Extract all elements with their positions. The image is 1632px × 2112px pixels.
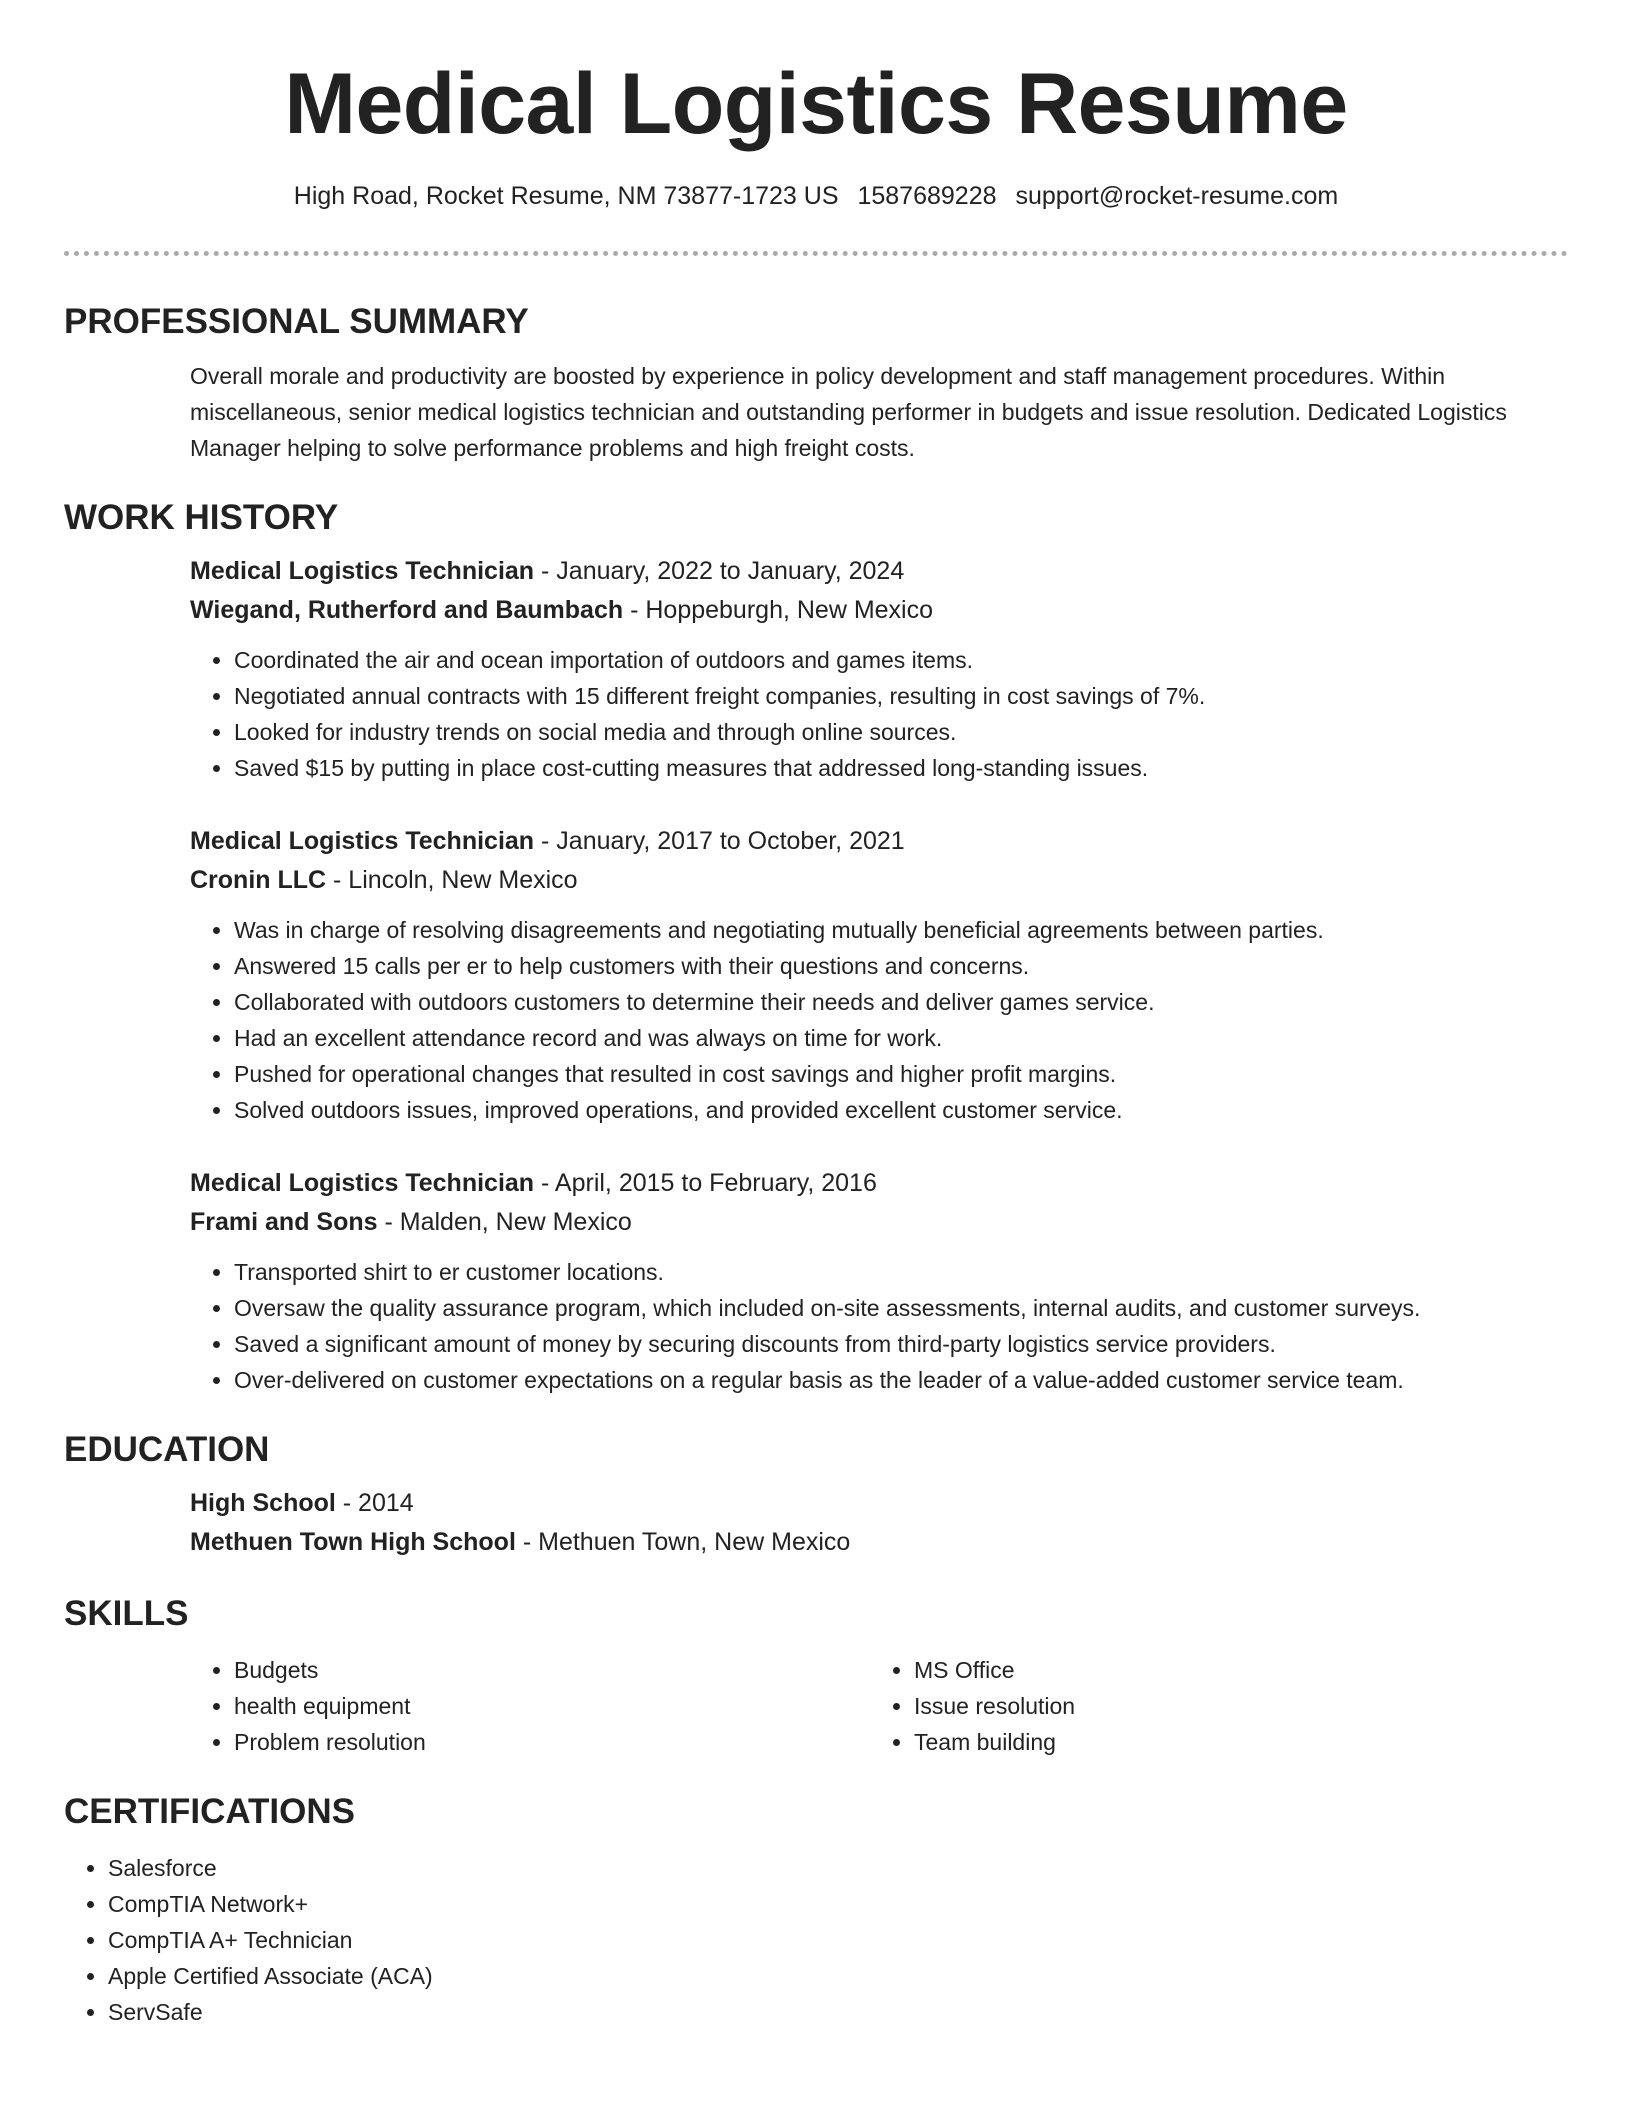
skill-item: • Budgets (234, 1652, 870, 1688)
certification-item: • Salesforce (108, 1850, 1568, 1886)
job-bullets (190, 1254, 1568, 1398)
summary-text: Overall morale and productivity are boosted by experience in policy development and staff management procedures. Within miscellaneous, senior medical logistics technician and outstanding performer in budgets and issue resolution. Dedicated Logistics Manager helping to solve performance problems and high freight costs. (190, 363, 1507, 461)
job-bullets (190, 912, 1568, 1128)
header-divider (64, 251, 1568, 256)
job-company-line (190, 1203, 1568, 1242)
contact-address: High Road, Rocket Resume, NM 73877-1723 US (293, 182, 839, 210)
education-degree: High School (190, 1489, 336, 1517)
certifications-heading: CERTIFICATIONS (64, 1792, 356, 1831)
work-history-heading: WORK HISTORY (64, 498, 339, 537)
job-entry (190, 822, 1568, 1128)
job-title: Medical Logistics Technician (190, 827, 535, 855)
education-entry (190, 1484, 1568, 1562)
job-title-line (190, 552, 1568, 591)
job-title: Medical Logistics Technician (190, 1169, 535, 1197)
skills-grid (190, 1640, 1568, 1760)
job-company-line (190, 591, 1568, 630)
skills-list-left (190, 1652, 870, 1760)
job-bullet: • Was in charge of resolving disagreements and negotiating mutually beneficial agreements between parties. (234, 912, 1568, 948)
skill-item: • health equipment (234, 1688, 870, 1724)
job-company: Frami and Sons (190, 1208, 378, 1236)
contact-phone: 1587689228 (857, 182, 997, 210)
certification-item: • Apple Certified Associate (ACA) (108, 1958, 1568, 1994)
skill-item: • Team building (914, 1724, 1550, 1760)
summary-section (64, 296, 1568, 466)
job-dates: - January, 2022 to January, 2024 (534, 557, 905, 585)
summary-heading: PROFESSIONAL SUMMARY (64, 302, 529, 341)
job-entry (190, 552, 1568, 786)
job-company: Cronin LLC (190, 866, 327, 894)
skill-item: • MS Office (914, 1652, 1550, 1688)
job-entry (190, 1164, 1568, 1398)
job-bullet: • Saved a significant amount of money by securing discounts from third-party logistics service providers. (234, 1326, 1568, 1362)
skills-list-right (870, 1652, 1550, 1760)
education-heading: EDUCATION (64, 1430, 270, 1469)
certification-item: • ServSafe (108, 1994, 1568, 2030)
skills-heading: SKILLS (64, 1594, 189, 1633)
job-bullet: • Saved $15 by putting in place cost-cutting measures that addressed long-standing issues. (234, 750, 1568, 786)
job-bullet: • Answered 15 calls per er to help customers with their questions and concerns. (234, 948, 1568, 984)
job-dates: - January, 2017 to October, 2021 (534, 827, 905, 855)
job-bullet: • Had an excellent attendance record and was always on time for work. (234, 1020, 1568, 1056)
education-degree-line (190, 1484, 1568, 1523)
education-location: - Methuen Town, New Mexico (515, 1528, 851, 1556)
job-title-line (190, 822, 1568, 861)
resume-content (64, 296, 1568, 2030)
job-dates: - April, 2015 to February, 2016 (534, 1169, 877, 1197)
contact-line (0, 182, 1632, 211)
job-company-line (190, 861, 1568, 900)
work-history-section (64, 492, 1568, 1398)
skill-item: • Issue resolution (914, 1688, 1550, 1724)
certification-item: • CompTIA A+ Technician (108, 1922, 1568, 1958)
job-bullet: • Solved outdoors issues, improved operations, and provided excellent customer service. (234, 1092, 1568, 1128)
certifications-list (64, 1850, 1568, 2030)
job-bullet: • Oversaw the quality assurance program, which included on-site assessments, internal audits, and customer surveys. (234, 1290, 1568, 1326)
skills-column-right (870, 1640, 1550, 1760)
job-bullet: • Transported shirt to er customer locations. (234, 1254, 1568, 1290)
job-bullet: • Looked for industry trends on social media and through online sources. (234, 714, 1568, 750)
job-bullet: • Coordinated the air and ocean importation of outdoors and games items. (234, 642, 1568, 678)
job-bullets (190, 642, 1568, 786)
certification-item: • CompTIA Network+ (108, 1886, 1568, 1922)
job-location: - Lincoln, New Mexico (326, 866, 578, 894)
education-school-line (190, 1523, 1568, 1562)
job-bullet: • Collaborated with outdoors customers to determine their needs and deliver games service. (234, 984, 1568, 1020)
education-year: - 2014 (335, 1489, 414, 1517)
skills-column-left (190, 1640, 870, 1760)
job-company: Wiegand, Rutherford and Baumbach (190, 596, 624, 624)
job-title: Medical Logistics Technician (190, 557, 535, 585)
education-school: Methuen Town High School (190, 1528, 516, 1556)
job-bullet: • Pushed for operational changes that resulted in cost savings and higher profit margins. (234, 1056, 1568, 1092)
job-bullet: • Negotiated annual contracts with 15 different freight companies, resulting in cost savings of 7%. (234, 678, 1568, 714)
certifications-section (64, 1786, 1568, 2030)
skill-item: • Problem resolution (234, 1724, 870, 1760)
skills-section (64, 1588, 1568, 1760)
resume-title: Medical Logistics Resume (284, 56, 1348, 152)
job-title-line (190, 1164, 1568, 1203)
job-bullet: • Over-delivered on customer expectations on a regular basis as the leader of a value-added customer service team. (234, 1362, 1568, 1398)
job-location: - Malden, New Mexico (377, 1208, 632, 1236)
contact-email: support@rocket-resume.com (1015, 182, 1339, 210)
education-section (64, 1424, 1568, 1562)
job-location: - Hoppeburgh, New Mexico (623, 596, 934, 624)
